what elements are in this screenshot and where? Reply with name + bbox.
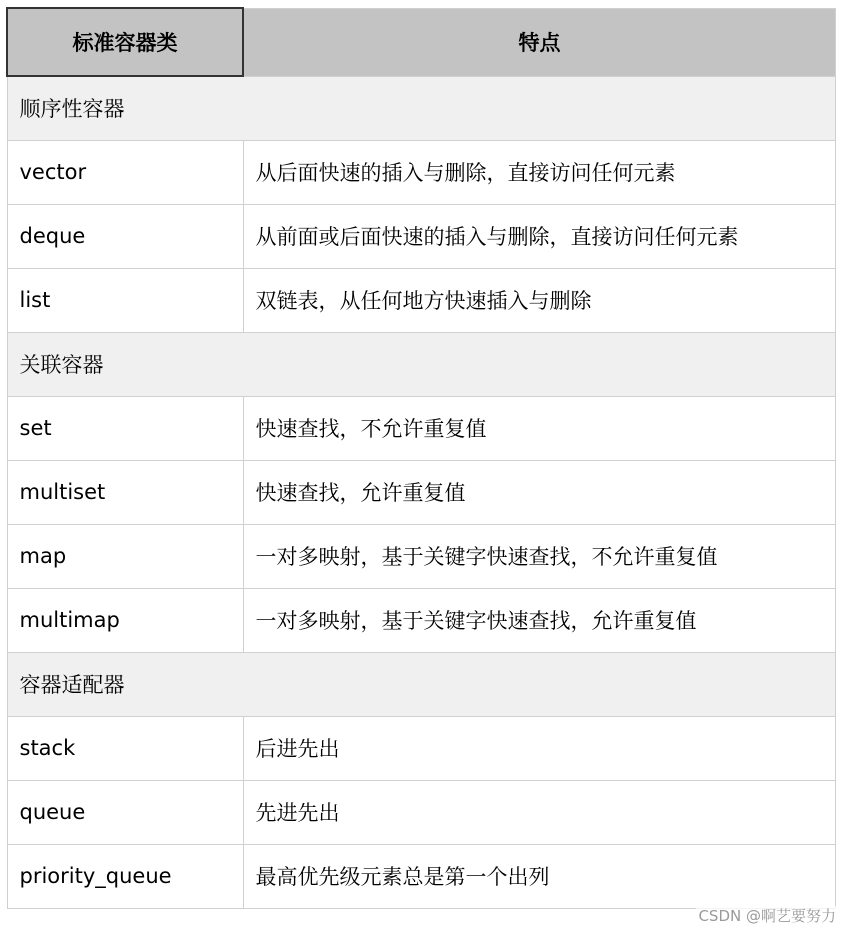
container-name: priority_queue (7, 844, 243, 908)
container-desc: 从后面快速的插入与删除，直接访问任何元素 (243, 140, 836, 204)
group-label: 容器适配器 (7, 652, 836, 716)
container-name: multiset (7, 460, 243, 524)
table-row (7, 588, 836, 652)
header-features: 特点 (243, 8, 836, 76)
header-row (7, 8, 836, 76)
container-desc: 一对多映射，基于关键字快速查找，不允许重复值 (243, 524, 836, 588)
group-label: 关联容器 (7, 332, 836, 396)
table-row (7, 396, 836, 460)
table-row (7, 268, 836, 332)
container-desc: 先进先出 (243, 780, 836, 844)
container-desc: 一对多映射，基于关键字快速查找，允许重复值 (243, 588, 836, 652)
container-name: list (7, 268, 243, 332)
container-name: deque (7, 204, 243, 268)
table-row (7, 204, 836, 268)
table-row (7, 140, 836, 204)
table-row (7, 524, 836, 588)
csdn-watermark: CSDN @啊艺要努力 (698, 907, 836, 925)
table-row (7, 780, 836, 844)
group-row-sequence (7, 76, 836, 140)
table-row (7, 844, 836, 908)
container-name: map (7, 524, 243, 588)
container-desc: 后进先出 (243, 716, 836, 780)
container-name: stack (7, 716, 243, 780)
group-row-adapter (7, 652, 836, 716)
container-name: multimap (7, 588, 243, 652)
container-name: vector (7, 140, 243, 204)
group-row-associative (7, 332, 836, 396)
container-desc: 双链表，从任何地方快速插入与删除 (243, 268, 836, 332)
container-desc: 从前面或后面快速的插入与删除，直接访问任何元素 (243, 204, 836, 268)
header-container-class: 标准容器类 (7, 8, 243, 76)
container-desc: 快速查找，不允许重复值 (243, 396, 836, 460)
container-name: queue (7, 780, 243, 844)
container-desc: 快速查找，允许重复值 (243, 460, 836, 524)
table-row (7, 460, 836, 524)
table-row (7, 716, 836, 780)
group-label: 顺序性容器 (7, 76, 836, 140)
container-desc: 最高优先级元素总是第一个出列 (243, 844, 836, 908)
container-name: set (7, 396, 243, 460)
container-table (6, 7, 836, 909)
